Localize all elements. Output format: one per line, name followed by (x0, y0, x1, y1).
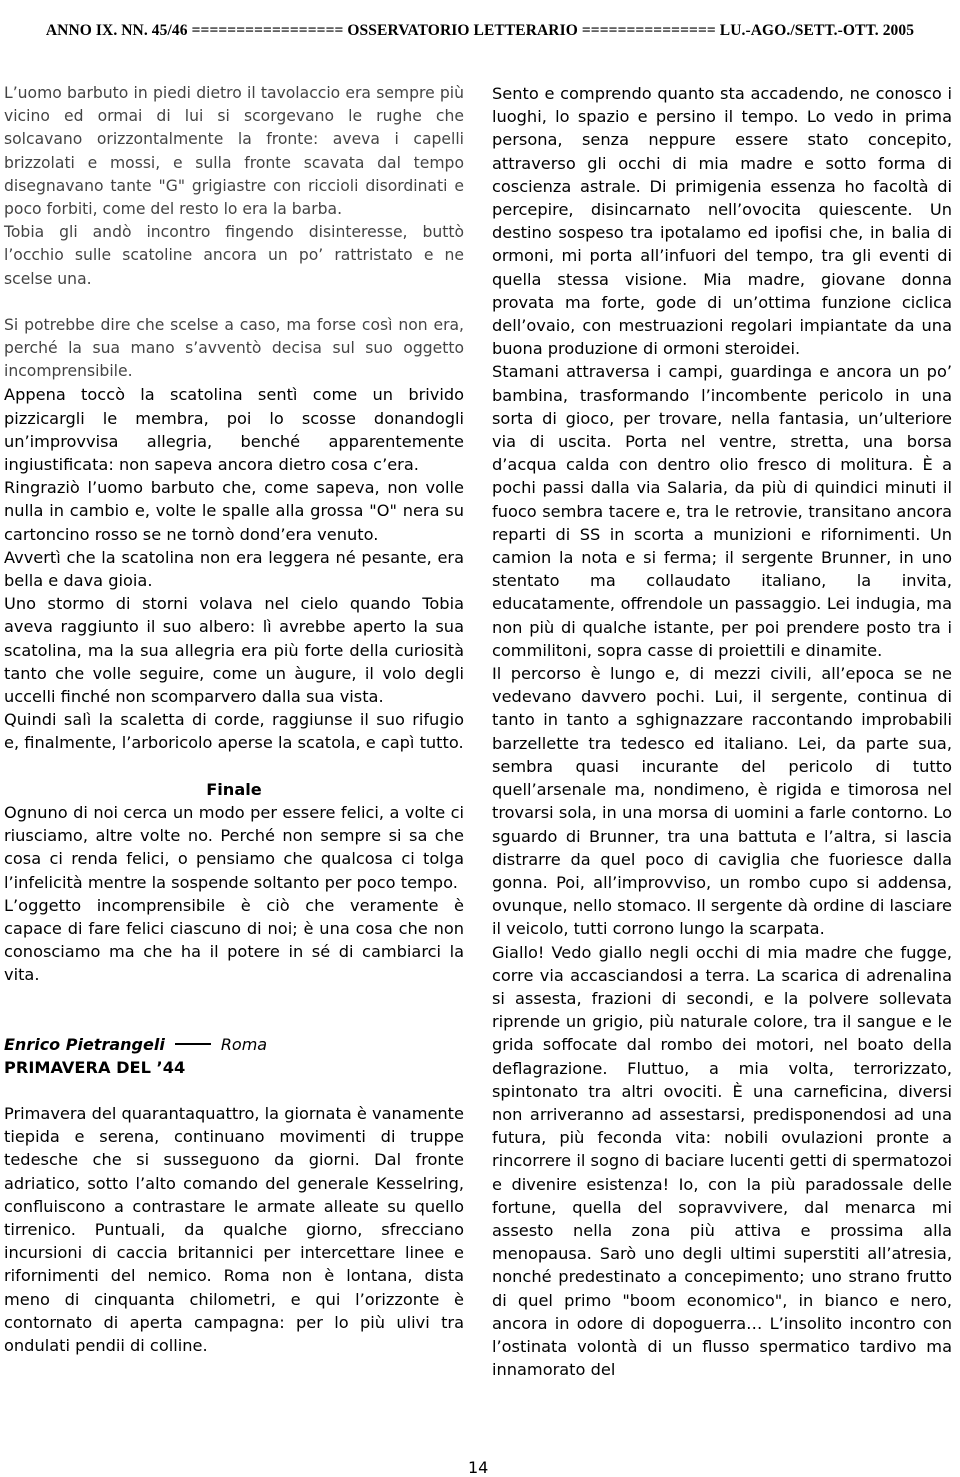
paragraph: Sento e comprendo quanto sta accadendo, ne conosco i luoghi, lo spazio e persino il tempo. Lo vedo in prima persona, senza neppure essere stato concepito, attraverso gli occhi di mia madre e sotto forma di coscienza astrale. Di primigenia essenza ho facoltà di percepire, disincarnato nell’ovocita quiescente. Un destino sospeso tra ipotalamo ed ipofisi che, in balia di ormoni, mi porta all’infuori del tempo, tra gli eventi di quella stessa visione. Mia madre, giovane donna provata ma forte, gode di un’ottima funzione ciclica dell’ovaio, con mestruazioni regolari impiantate da una buona produzione di ormoni steroidei. (492, 84, 952, 359)
paragraph: Uno stormo di storni volava nel cielo quando Tobia aveva raggiunto il suo albero: lì avrebbe aperto la sua scatolina, ma la sua allegria era più forte della curiosità tanto che volle seguire, come un àugure, il volo degli uccelli finché non scomparvero dalla sua vista. (4, 594, 464, 707)
paragraph: Il percorso è lungo e, di mezzi civili, all’epoca se ne vedevano davvero pochi. Lui, il sergente, continua di tanto in tanto a sghignazzare raccontando improbabili barzellette tra tedesco ed italiano. Lei, da parte sua, sembra quasi incurante del pericolo di tutto quell’arsenale ma, nondimeno, è rigida e timorosa nel trovarsi sola, in una morsa di uomini a farle contorno. Lo sguardo di Brunner, tra una battuta e l’altra, si lascia distrarre da quel poco di caviglia che fuoriesce dalla gonna. Poi, all’improvviso, un rombo cupo si addensa, ovunque, nello stomaco. Il sergente dà ordine di lasciare il veicolo, tutti corrono lungo la scarpata. (492, 664, 952, 939)
paragraph: Tobia gli andò incontro fingendo disinteresse, buttò l’occhio sulle scatoline ancora un po’ rattristato e ne scelse una. (4, 223, 464, 288)
paragraph: Si potrebbe dire che scelse a caso, ma forse così non era, perché la sua mano s’avventò decisa sul suo oggetto incomprensibile. (4, 315, 464, 381)
spacer (4, 755, 464, 778)
paragraph: L’uomo barbuto in piedi dietro il tavolaccio era sempre più vicino ed ormai di lui si scorgevano le rughe che solcavano orizzontalmente la fronte: aveva i capelli brizzolati e mossi, e sulla fronte scavata dal tempo disegnavano tante "G" grigiastre con riccioli disordinati e poco forbiti, come del resto lo era la barba. (4, 84, 464, 219)
spacer (4, 1079, 464, 1102)
paragraph: Stamani attraversa i campi, guardinga e ancora un po’ bambina, trasformando l’incombente pericolo in una sorta di gioco, per trovare, nella fantasia, un’ulteriore via di uscita. Porta nel ventre, stretta, una borsa d’acqua calda con dentro olio fresco di molitura. È a pochi passi dalla via Salaria, da più di quindici minuti il fuoco sembra tacere e, tra le retrovie, transitano ancora reparti di SS in scorta a munizioni e rifornimenti. Un camion la nota e si ferma; il sergente Brunner, in uno stentato ma collaudato italiano, la invita, educatamente, offrendole un passaggio. Lei indugia, ma non più di qualche istante, per poi prendere posto tra i commilitoni, sopra casse di proiettili e dinamite. (492, 362, 952, 660)
section-title-finale: Finale (206, 779, 262, 799)
work-title: PRIMAVERA DEL ’44 (4, 1057, 186, 1077)
paragraph: Appena toccò la scatolina sentì come un brivido pizzicargli le membra, poi lo scosse donandogli un’improvvisa allegria, benché apparentemente ingiustificata: non sapeva ancora dietro cosa c’era. (4, 385, 464, 475)
author-city: Roma (220, 1034, 268, 1054)
paragraph: Ringraziò l’uomo barbuto che, come sapeva, non volle nulla in cambio e, volte le spalle alla grossa "O" nera su cartoncino rosso se ne tornò dond’era venuto. (4, 478, 464, 544)
paragraph: Primavera del quarantaquattro, la giornata è vanamente tiepida e serena, continuano movimenti di truppe tedesche che si susseguono da giorni. Dal fronte adriatico, sotto l’alto comando del generale Kesselring, confluiscono a contrastare le armate alleate su quello tirrenico. Puntuali, da qualche giorno, sfrecciano incursioni di caccia britannici per intercettare linee e rifornimenti del nemico. Roma non è lontana, dista meno di cinquanta chilometri, e qui l’orizzonte è contornato di aperta campagna: per lo più ulivi tra ondulati pendii di colline. (4, 1103, 464, 1355)
dash-rule (175, 1043, 211, 1045)
paragraph: Avvertì che la scatolina non era leggera né pesante, era bella e dava gioia. (4, 547, 464, 591)
spacer (4, 291, 464, 314)
author-name: Enrico Pietrangeli (4, 1034, 165, 1054)
spacer (4, 987, 464, 1033)
right-column (492, 82, 952, 1381)
byline (4, 1033, 464, 1056)
running-header: ANNO IX. NN. 45/46 ================= OSSERVATORIO LETTERARIO =============== LU.-AGO./SETT.-OTT. 2005 (45, 22, 915, 39)
paragraph: L’oggetto incomprensibile è ciò che veramente è capace di fare felici ciascuno di noi; è una cosa che non conosciamo ma che ha il potere in sé di cambiarci la vita. (4, 895, 464, 985)
paragraph: Giallo! Vedo giallo negli occhi di mia madre che fugge, corre via accasciandosi a terra. La scarica di adrenalina si assesta, frazioni di secondi, e la polvere sollevata riprende un grigio, più naturale colore, tra il sangue e le grida soffocate dal rombo dei motori, nel boato della deflagrazione. Fluttuo, a mia volta, terrorizzato, spintonato tra altri ovociti. È una carneficina, diversi non arriveranno ad assestarsi, predisponendosi ad una futura, più feconda vita: nobili ovulazioni pronte a rincorrere il sogno di baciare lucenti getti di spermatozoi e divenire esistenza! Io, con la più paradossale delle fortune, quella del sopravvivere, dal menarca mi assesto nella zona più attiva e prossima alla menopausa. Sarò uno degli ultimi superstiti all’atresia, nonché predestinato a concepimento; uno strano frutto di quel primo "boom economico", in bianco e nero, ancora in odore di dopoguerra… L’insolito incontro con l’ostinata volontà di un flusso spermatico tardivo ma innamorato del (492, 942, 952, 1380)
left-column (4, 82, 464, 1357)
paragraph: Ognuno di noi cerca un modo per essere felici, a volte ci riusciamo, altre volte no. Perché non sempre si sa che cosa ci renda felici, o pensiamo che qualcosa ci tolga l’infelicità mentre la sospende soltanto per poco tempo. (4, 802, 464, 892)
page-number: 14 (468, 1458, 489, 1477)
paragraph: Quindi salì la scaletta di corde, raggiunse il suo rifugio e, finalmente, l’arboricolo aperse la scatola, e capì tutto. (4, 710, 464, 753)
